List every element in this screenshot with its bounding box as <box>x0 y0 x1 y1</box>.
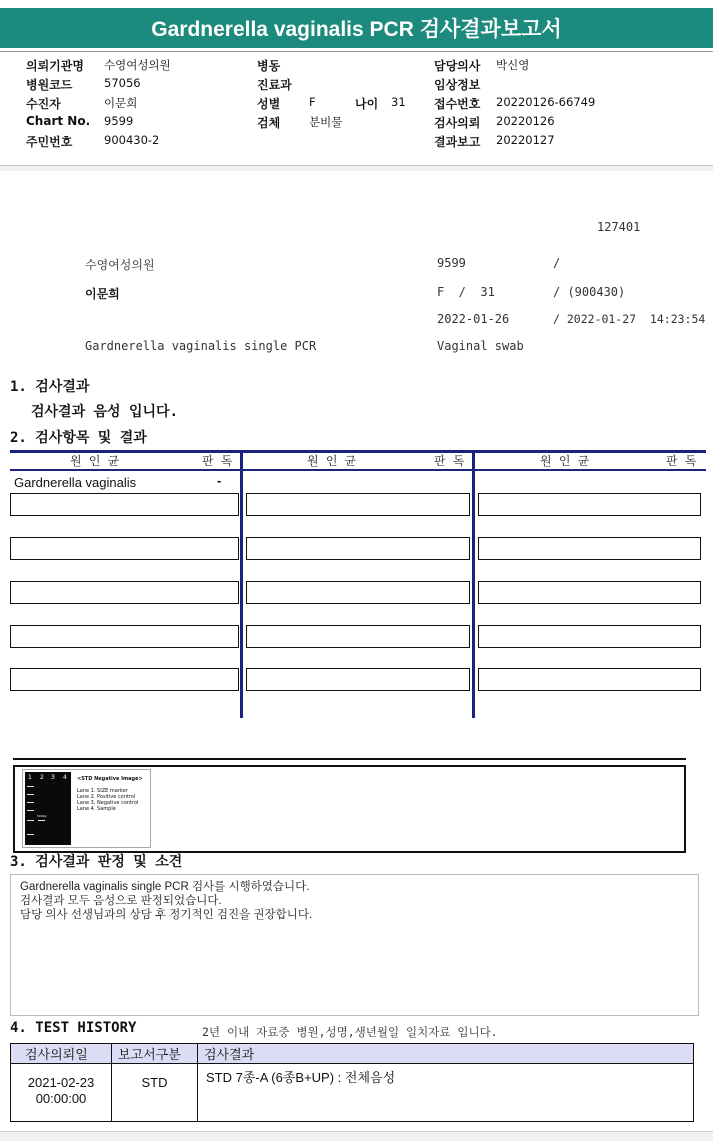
history-header-row <box>11 1044 694 1064</box>
sex-value: F <box>309 95 316 109</box>
section-3-heading: 3. 검사결과 판정 및 소견 <box>10 854 183 870</box>
opinion-line: 담당 의사 선생님과의 상담 후 정기적인 검진을 권장합니다. <box>20 909 313 921</box>
result-cell <box>478 625 701 648</box>
header-label: 임상정보 <box>434 78 481 92</box>
marker-band <box>27 786 34 787</box>
col-header-reading: 판 독 <box>202 454 233 468</box>
body-birth: / (900430) <box>553 285 626 299</box>
gel-caption-line: Lane 4. Sample <box>77 806 116 812</box>
result-cell <box>10 668 239 691</box>
organism-name: Gardnerella vaginalis <box>14 475 137 490</box>
gel-lane-label: 1 <box>28 774 32 781</box>
marker-band <box>27 810 34 811</box>
body-slash: / <box>553 256 561 270</box>
header-label: 의뢰기관명 <box>26 59 84 73</box>
reference-number: 127401 <box>597 220 641 234</box>
marker-band <box>27 820 34 821</box>
result-cell <box>10 625 239 648</box>
marker-band <box>27 802 34 803</box>
header-label: 성별 <box>257 97 281 111</box>
hospital-code-value: 57056 <box>104 76 141 90</box>
age-value: 31 <box>391 95 406 109</box>
history-col-type: 보고서구분 <box>112 1044 198 1064</box>
footer-band <box>0 1131 713 1141</box>
header-label: 수진자 <box>26 97 61 111</box>
header-label: 검체 <box>257 116 281 130</box>
opinion-line: 검사결과 모두 음성으로 판정되었습니다. <box>20 895 222 907</box>
body-specimen: Vaginal swab <box>437 339 524 353</box>
body-sex-age: F / 31 <box>437 285 495 299</box>
grid-divider-2 <box>472 450 475 718</box>
result-cell <box>246 625 470 648</box>
report-date-value: 20220127 <box>496 133 555 147</box>
marker-band <box>27 794 34 795</box>
header-column-3 <box>434 57 595 152</box>
header-label: 병원코드 <box>26 78 73 92</box>
result-cell <box>478 493 701 516</box>
gel-lane-label: 3 <box>51 774 55 781</box>
header-label: 검사의뢰 <box>434 116 481 130</box>
col-header-reading: 판 독 <box>434 454 465 468</box>
history-col-result: 검사결과 <box>198 1044 694 1064</box>
resident-no-value: 900430-2 <box>104 133 160 147</box>
col-header-organism: 원 인 균 <box>540 454 590 468</box>
title-rule <box>0 51 713 52</box>
body-patient: 이문희 <box>85 287 120 301</box>
history-time: 00:00:00 <box>35 1091 87 1106</box>
body-test-name: Gardnerella vaginalis single PCR <box>85 339 317 353</box>
col-header-reading: 판 독 <box>666 454 697 468</box>
result-cell <box>10 493 239 516</box>
header-divider <box>0 165 713 171</box>
marker-band <box>27 834 34 835</box>
section-4-heading: 4. TEST HISTORY <box>10 1020 137 1036</box>
gel-image <box>22 769 151 848</box>
gel-photo <box>25 772 71 845</box>
history-note: 2년 이내 자료중 병원,성명,생년월일 일치자료 입니다. <box>202 1025 498 1039</box>
header-label: 주민번호 <box>26 135 73 149</box>
header-label: Chart No. <box>26 114 91 128</box>
result-cell <box>246 537 470 560</box>
result-cell <box>246 668 470 691</box>
hospital-value: 수영여성의원 <box>104 58 171 72</box>
section-2-heading: 2. 검사항목 및 결과 <box>10 430 147 446</box>
doctor-value: 박신영 <box>496 58 530 72</box>
opinion-line: Gardnerella vaginalis single PCR 검사를 시행하였습니다. <box>20 881 310 893</box>
grid-divider-1 <box>240 450 243 718</box>
image-top-rule <box>13 758 686 760</box>
organism-result: - <box>217 473 222 488</box>
result-cell <box>478 581 701 604</box>
history-col-date: 검사의뢰일 <box>11 1044 112 1064</box>
history-type: STD <box>112 1064 198 1122</box>
gel-lane-label: 2 <box>40 774 44 781</box>
history-date: 2021-02-23 <box>27 1075 95 1090</box>
specimen-value: 분비물 <box>309 115 343 129</box>
gel-caption-title: <STD Negative Image> <box>77 776 143 782</box>
history-result: STD 7종-A (6종B+UP) : 전체음성 <box>198 1064 694 1122</box>
gel-band-label: 500bp <box>37 814 47 818</box>
result-summary: 검사결과 음성 입니다. <box>31 404 179 420</box>
history-date-cell <box>11 1064 112 1122</box>
header-label: 병동 <box>257 59 281 73</box>
col-header-organism: 원 인 균 <box>307 454 357 468</box>
report-title: Gardnerella vaginalis PCR 검사결과보고서 <box>0 8 713 48</box>
result-cell <box>478 668 701 691</box>
gel-caption-line: Lane 3. Negative control <box>77 800 139 806</box>
history-table <box>10 1043 694 1122</box>
gel-lane-label: 4 <box>63 774 67 781</box>
result-cell <box>10 581 239 604</box>
body-chart: 9599 <box>437 256 466 270</box>
patient-value: 이문희 <box>104 96 138 110</box>
header-label: 접수번호 <box>434 97 481 111</box>
col-header-organism: 원 인 균 <box>70 454 120 468</box>
body-hospital: 수영여성의원 <box>85 258 155 272</box>
positive-band <box>38 820 45 821</box>
header-column-1 <box>26 57 171 152</box>
gel-caption-line: Lane 2. Positive control <box>77 794 136 800</box>
history-row <box>11 1064 694 1122</box>
opinion-box <box>10 874 699 1016</box>
result-cell <box>10 537 239 560</box>
chart-no-value: 9599 <box>104 114 134 128</box>
result-cell <box>246 493 470 516</box>
result-cell <box>246 581 470 604</box>
result-cell <box>478 537 701 560</box>
body-received-date: 2022-01-26 <box>437 312 510 326</box>
gel-caption-line: Lane 1. SIZE marker <box>77 788 128 794</box>
gel-caption <box>77 776 143 812</box>
receipt-no-value: 20220126-66749 <box>496 95 596 109</box>
age-label: 나이 <box>355 97 379 111</box>
header-label: 담당의사 <box>434 59 481 73</box>
header-label: 진료과 <box>257 78 292 92</box>
request-date-value: 20220126 <box>496 114 555 128</box>
header-column-2 <box>257 57 406 133</box>
body-reported-date: / 2022-01-27 14:23:54 <box>553 312 706 326</box>
header-label: 결과보고 <box>434 135 481 149</box>
section-1-heading: 1. 검사결과 <box>10 379 90 395</box>
